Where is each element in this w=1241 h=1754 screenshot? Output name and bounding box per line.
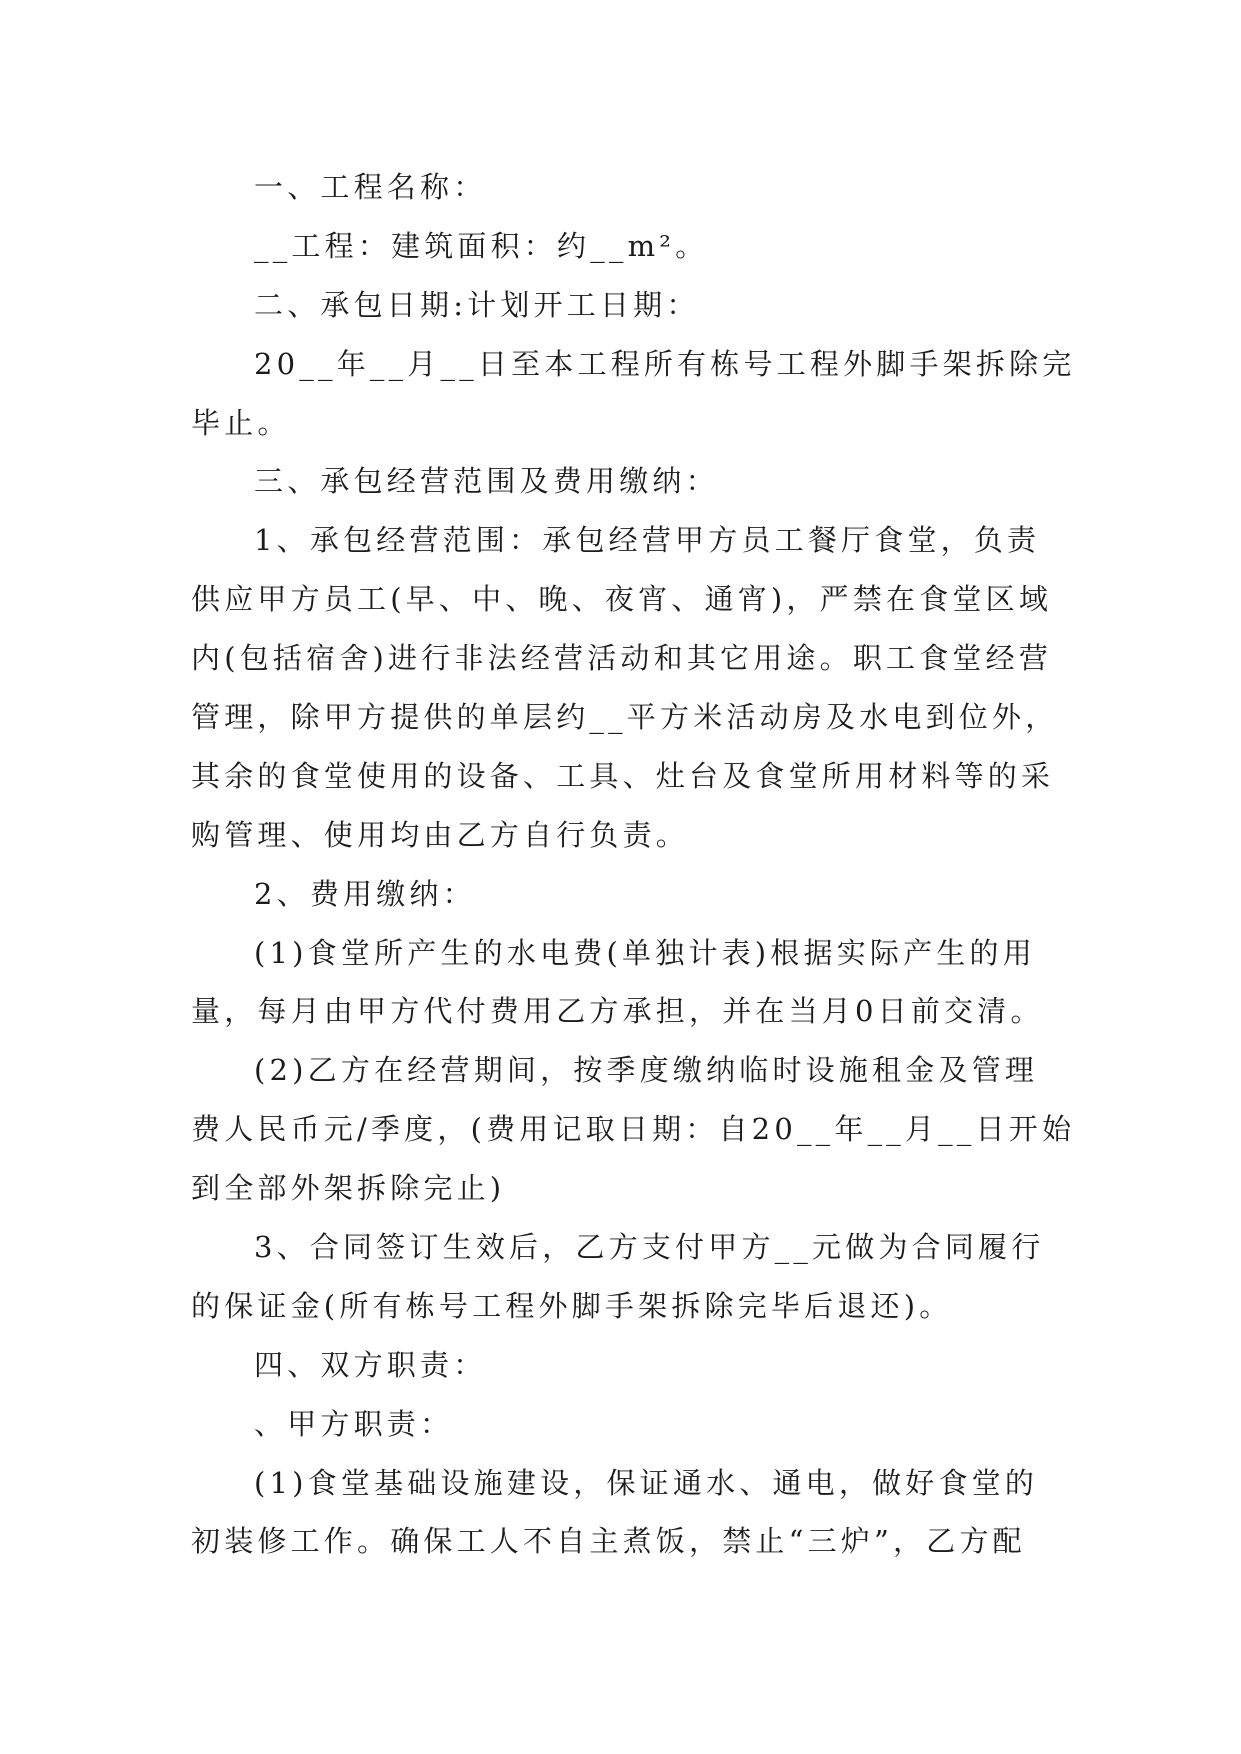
text-line: 其余的食堂使用的设备、工具、灶台及食堂所用材料等的采 — [191, 758, 1055, 793]
text-line: 到全部外架拆除完止) — [191, 1171, 506, 1206]
text-line: 、甲方职责： — [254, 1406, 454, 1441]
text-line: (1)食堂所产生的水电费(单独计表)根据实际产生的用 — [254, 935, 1036, 970]
text-line: 二、承包日期:计划开工日期： — [254, 287, 700, 322]
text-line: 20__年__月__日至本工程所有栋号工程外脚手架拆除完 — [254, 346, 1076, 381]
text-line: 管理，除甲方提供的单层约__平方米活动房及水电到位外， — [191, 700, 1059, 735]
text-line: 量，每月由甲方代付费用乙方承担，并在当月0日前交清。 — [191, 994, 1044, 1029]
text-line: 供应甲方员工(早、中、晚、夜宵、通宵)，严禁在食堂区域 — [191, 582, 1053, 617]
text-line: 四、双方职责： — [254, 1347, 487, 1382]
text-line: 2、费用缴纳： — [254, 876, 476, 911]
text-line: (1)食堂基础设施建设，保证通水、通电，做好食堂的 — [254, 1465, 1039, 1500]
text-line: 3、合同签订生效后，乙方支付甲方__元做为合同履行 — [254, 1230, 1045, 1265]
text-line: 毕止。 — [191, 405, 291, 440]
text-line: (2)乙方在经营期间，按季度缴纳临时设施租金及管理 — [254, 1053, 1039, 1088]
text-line: 一、工程名称： — [254, 170, 487, 204]
text-line: 的保证金(所有栋号工程外脚手架拆除完毕后退还)。 — [191, 1288, 953, 1323]
document-body — [191, 158, 1076, 1571]
text-line: 初装修工作。确保工人不自主煮饭，禁止“三炉”，乙方配 — [191, 1524, 1026, 1559]
text-line: 费人民币元/季度，(费用记取日期：自20__年__月__日开始 — [191, 1112, 1076, 1147]
text-line: 购管理、使用均由乙方自行负责。 — [191, 817, 690, 852]
text-line: 三、承包经营范围及费用缴纳： — [254, 464, 719, 499]
text-line: 内(包括宿舍)进行非法经营活动和其它用途。职工食堂经营 — [191, 641, 1053, 676]
text-line: 1、承包经营范围：承包经营甲方员工餐厅食堂，负责 — [254, 523, 1041, 558]
text-line: __工程：建筑面积：约__m²。 — [254, 228, 709, 263]
